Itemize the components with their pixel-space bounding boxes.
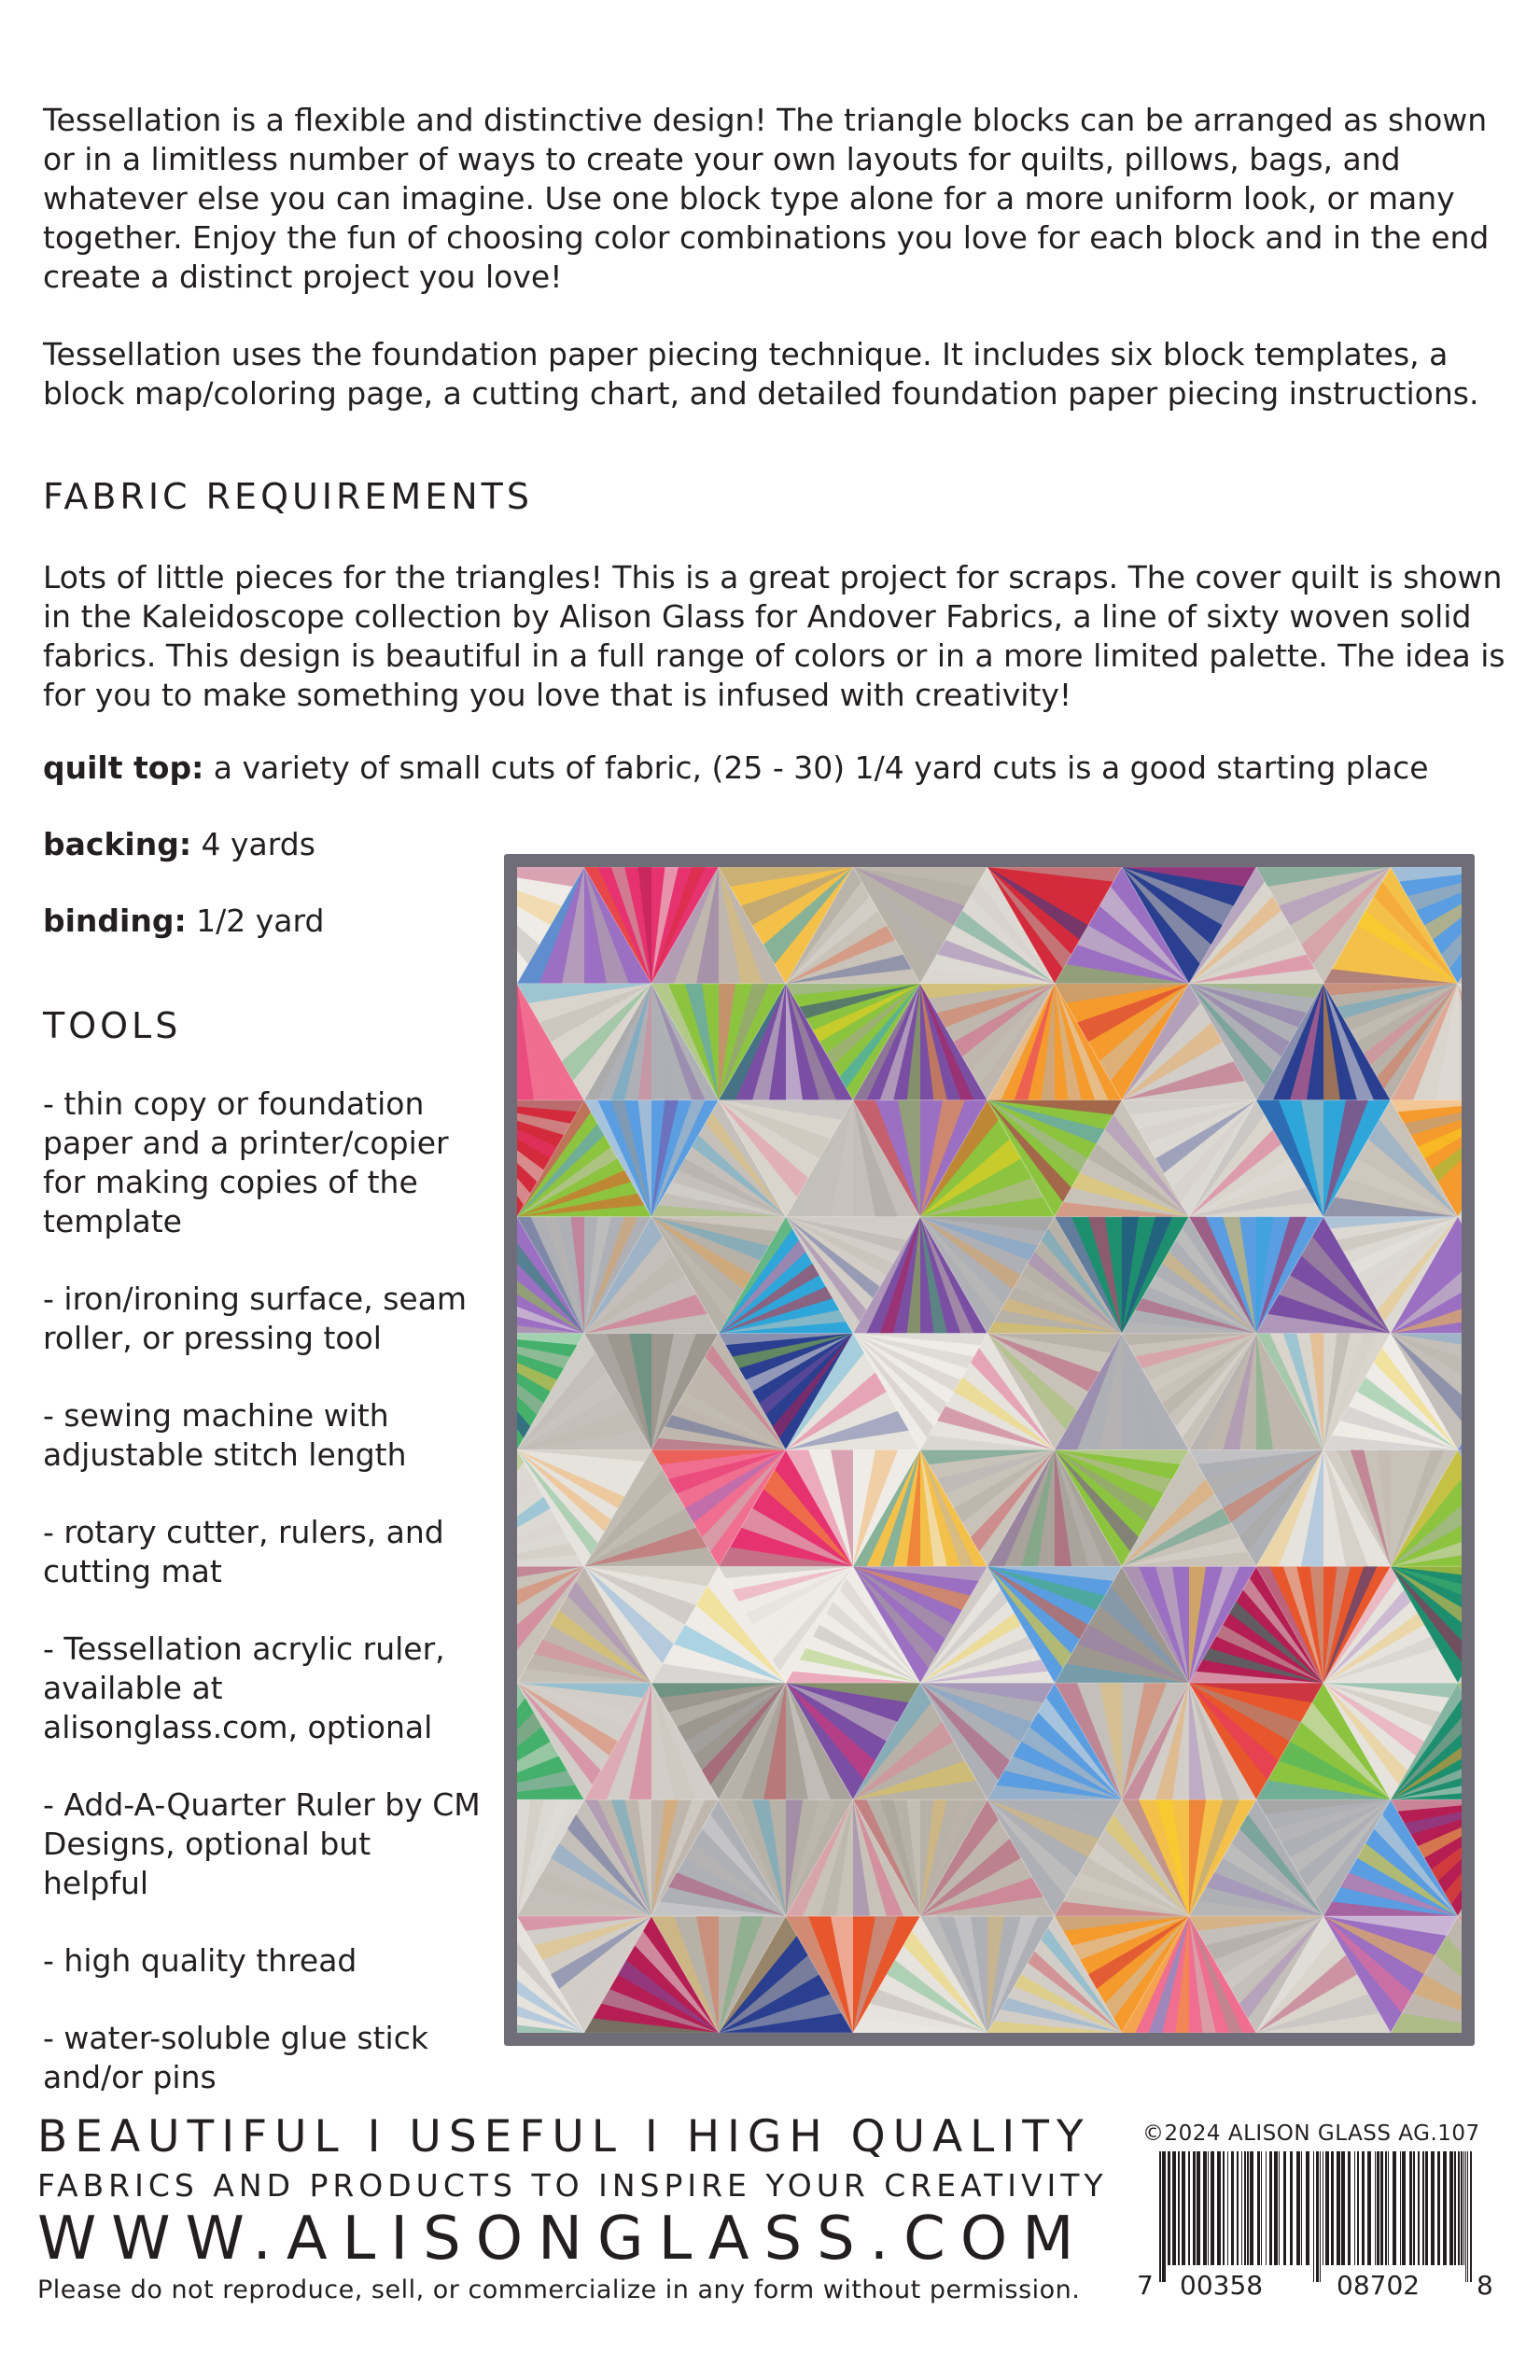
barcode <box>1137 2151 1491 2282</box>
barcode-bar <box>1247 2151 1249 2265</box>
binding-value: 1/2 yard <box>186 903 325 939</box>
backing-value: 4 yards <box>191 826 315 862</box>
barcode-bar <box>1197 2151 1200 2265</box>
barcode-bar <box>1231 2151 1234 2265</box>
tool-item: - water-soluble glue stick and/or pins <box>43 2020 428 2095</box>
barcode-bar <box>1290 2151 1293 2265</box>
barcode-bar <box>1250 2151 1253 2265</box>
barcode-digits-left: 00358 <box>1180 2270 1264 2301</box>
barcode-bar <box>1367 2151 1371 2265</box>
barcode-bar <box>1257 2151 1260 2265</box>
backing-label: backing: <box>43 826 192 862</box>
barcode-bar <box>1409 2151 1412 2265</box>
barcode-bar <box>1320 2151 1321 2282</box>
barcode-bar <box>1182 2151 1185 2265</box>
barcode-bar <box>1425 2151 1428 2265</box>
barcode-bar <box>1296 2151 1300 2265</box>
barcode-bar <box>1443 2151 1447 2265</box>
tool-item: - rotary cutter, rulers, and cutting mat <box>43 1514 444 1589</box>
barcode-bar <box>1203 2151 1207 2265</box>
barcode-bar <box>1227 2151 1228 2265</box>
barcode-bar <box>1261 2151 1262 2265</box>
barcode-bar <box>1463 2151 1464 2265</box>
barcode-bar <box>1279 2151 1280 2265</box>
barcode-bar <box>1193 2151 1196 2265</box>
footer-copyright-notice: Please do not reproduce, sell, or commercialize in any form without permission. <box>37 2275 1081 2304</box>
binding-requirement <box>43 902 324 941</box>
quilt-photo <box>504 854 1475 2046</box>
barcode-bar <box>1362 2151 1365 2265</box>
tool-item: - Tessellation acrylic ruler, available at alisonglass.com, optional <box>43 1631 445 1745</box>
barcode-bar <box>1418 2151 1420 2265</box>
barcode-bar <box>1375 2151 1376 2265</box>
barcode-bar <box>1269 2151 1272 2265</box>
barcode-bar <box>1449 2151 1453 2265</box>
barcode-bar <box>1331 2151 1334 2265</box>
barcode-bar <box>1388 2151 1389 2265</box>
barcode-digit-end: 8 <box>1477 2270 1493 2301</box>
barcode-bar <box>1316 2151 1319 2282</box>
barcode-bar <box>1458 2151 1460 2265</box>
quilt-top-label: quilt top: <box>43 749 204 786</box>
barcode-bar <box>1437 2151 1440 2265</box>
copyright-label: ©2024 ALISON GLASS AG.107 <box>1142 2121 1480 2146</box>
barcode-bar <box>1380 2151 1383 2265</box>
barcode-bar <box>1274 2151 1278 2265</box>
tool-item: - sewing machine with adjustable stitch length <box>43 1397 407 1473</box>
barcode-bar <box>1159 2151 1161 2282</box>
barcode-digits-right: 08702 <box>1337 2270 1421 2301</box>
tools-heading: TOOLS <box>43 1005 182 1046</box>
barcode-bar <box>1283 2151 1286 2265</box>
barcode-bar <box>1217 2151 1221 2265</box>
tool-item: - iron/ironing surface, seam roller, or pressing tool <box>43 1281 468 1356</box>
fabric-description: Lots of little pieces for the triangles! This is a great project for scraps. The cover quilt is shown in the Kaleidoscope collection by Alison Glass for Andover Fabrics, a line of sixty woven solid fabrics. This design is beautiful in a full range of colors or in a more limited palette. The idea is for you to make something you love that is infused with creativity! <box>43 559 1505 713</box>
barcode-bar <box>1241 2151 1242 2265</box>
tool-item: - thin copy or foundation paper and a printer/copier for making copies of the template <box>43 1085 449 1239</box>
barcode-bar <box>1188 2151 1190 2265</box>
barcode-bar <box>1431 2151 1435 2265</box>
barcode-bar <box>1211 2151 1214 2265</box>
quilt-top-requirement <box>43 749 1518 788</box>
tool-item: - high quality thread <box>43 1942 357 1979</box>
intro-paragraph-2: Tessellation uses the foundation paper piecing technique. It includes six block templates, a block map/coloring page, a cutting chart, and detailed foundation paper piecing instructions. <box>43 336 1479 412</box>
barcode-bar <box>1377 2151 1379 2265</box>
barcode-bar <box>1266 2151 1267 2265</box>
barcode-digit-start: 7 <box>1137 2270 1154 2301</box>
barcode-bar <box>1467 2151 1468 2282</box>
backing-requirement <box>43 825 315 864</box>
barcode-bar <box>1325 2151 1329 2265</box>
tools-list <box>43 1085 482 2135</box>
footer-tagline: BEAUTIFUL I USEFUL I HIGH QUALITY <box>37 2111 1091 2163</box>
barcode-bar <box>1313 2151 1314 2282</box>
tool-item: - Add-A-Quarter Ruler by CM Designs, optional but helpful <box>43 1786 481 1901</box>
barcode-bar <box>1465 2151 1466 2282</box>
barcode-bar <box>1393 2151 1396 2265</box>
barcode-bar <box>1208 2151 1209 2265</box>
barcode-bar <box>1413 2151 1415 2265</box>
binding-label: binding: <box>43 903 187 939</box>
barcode-bar <box>1470 2151 1472 2282</box>
barcode-bar <box>1402 2151 1406 2265</box>
barcode-bar <box>1354 2151 1355 2265</box>
barcode-bar <box>1244 2151 1246 2265</box>
barcode-bar <box>1306 2151 1309 2265</box>
barcode-bar <box>1348 2151 1351 2265</box>
fabric-requirements-heading: FABRIC REQUIREMENTS <box>43 476 533 517</box>
barcode-bar <box>1337 2151 1340 2265</box>
barcode-bar <box>1385 2151 1387 2265</box>
barcode-bar <box>1341 2151 1345 2265</box>
barcode-bar <box>1178 2151 1180 2265</box>
intro-text <box>43 101 1518 452</box>
barcode-bar <box>1357 2151 1359 2265</box>
footer-subtagline: FABRICS AND PRODUCTS TO INSPIRE YOUR CREATIVITY <box>37 2167 1108 2204</box>
quilt-top-value: a variety of small cuts of fabric, (25 - 30) 1/4 yard cuts is a good starting place <box>203 749 1429 786</box>
barcode-bar <box>1168 2151 1170 2265</box>
intro-paragraph-1: Tessellation is a flexible and distinctive design! The triangle blocks can be arranged as shown or in a limitless number of ways to create your own layouts for quilts, pillows, bags, and whatever else you can imagine. Use one block type alone for a more uniform look, or many together. Enjoy the fun of choosing color combinations you love for each block and in the end create a distinct project you love! <box>43 102 1490 295</box>
quilt-triangle-pattern <box>517 867 1462 2033</box>
barcode-bar <box>1172 2151 1176 2265</box>
barcode-bar <box>1422 2151 1424 2265</box>
barcode-bar <box>1454 2151 1456 2265</box>
barcode-bar <box>1162 2151 1166 2282</box>
barcode-bar <box>1461 2151 1463 2265</box>
barcode-bar <box>1301 2151 1302 2265</box>
barcode-bar <box>1223 2151 1225 2265</box>
barcode-bar <box>1237 2151 1239 2265</box>
barcode-bar <box>1400 2151 1401 2265</box>
footer-website: WWW.ALISONGLASS.COM <box>37 2205 1089 2274</box>
